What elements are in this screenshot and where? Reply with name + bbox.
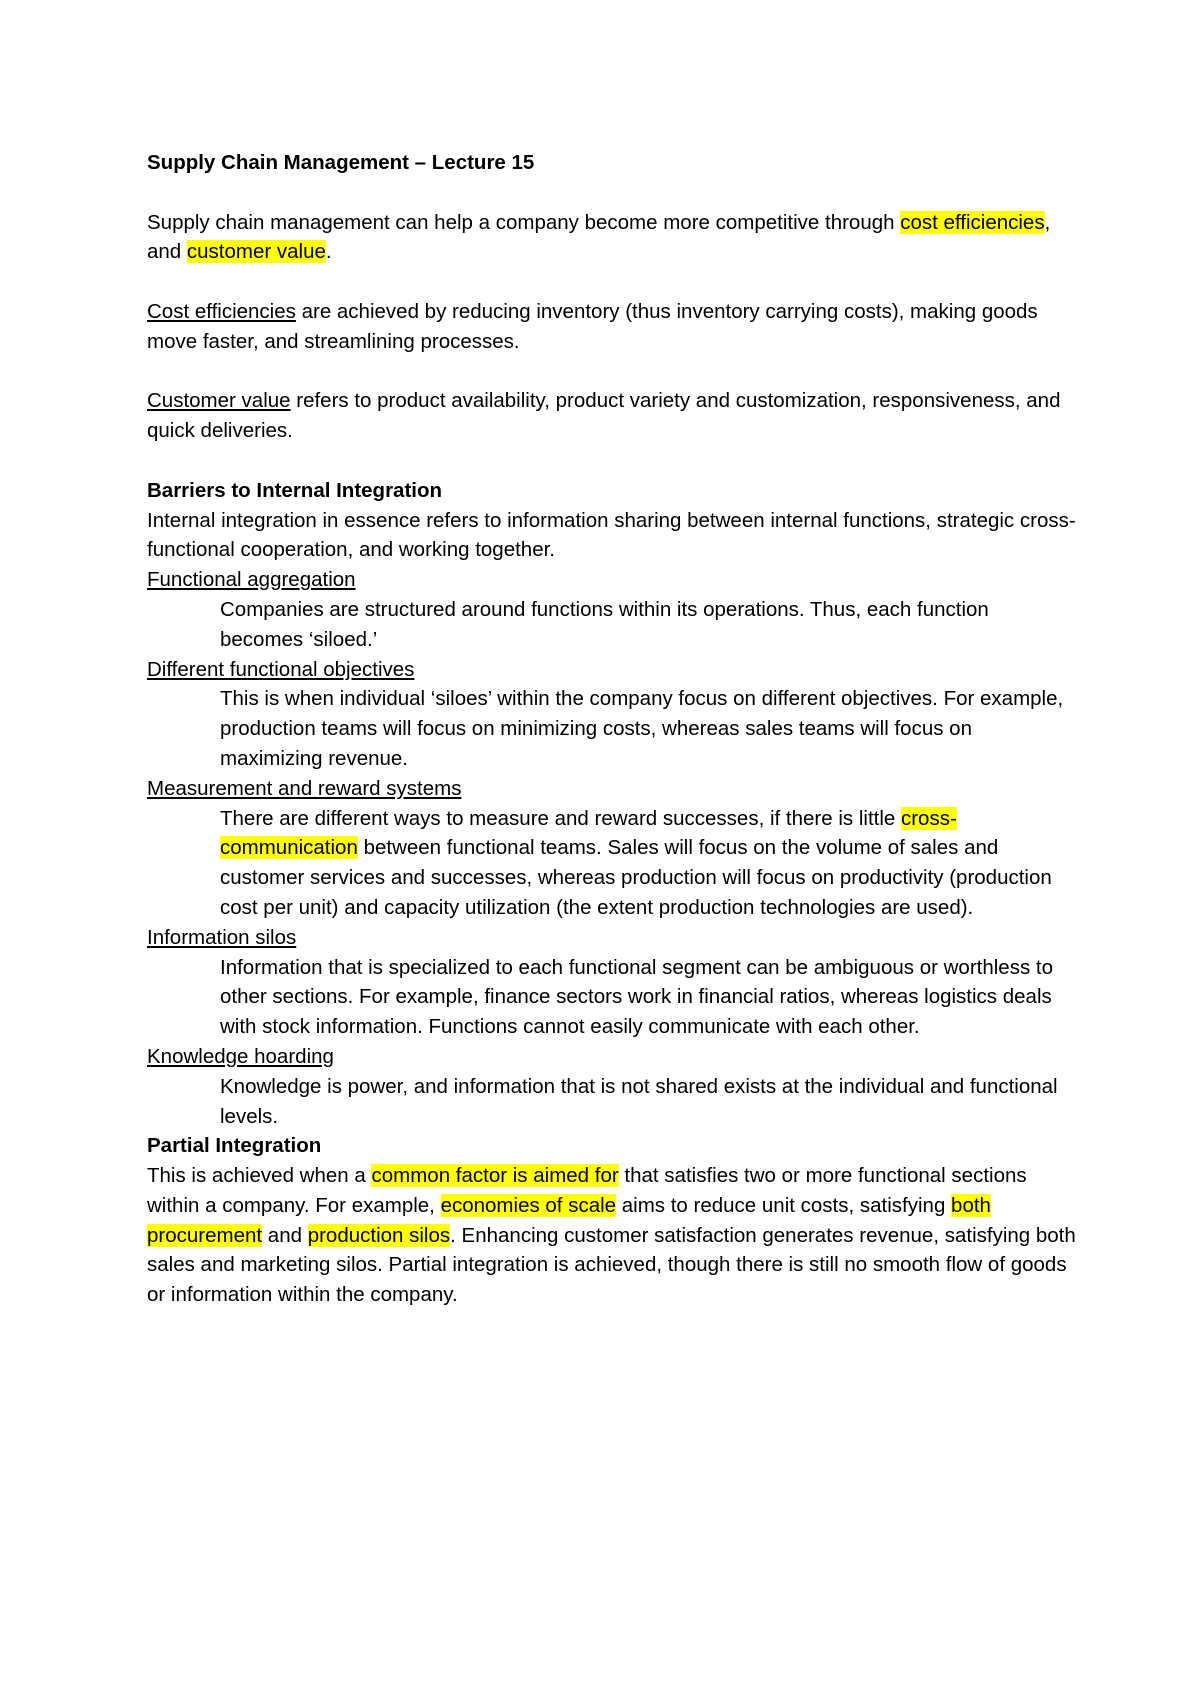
measurement-heading: Measurement and reward systems (147, 776, 462, 800)
different-objectives-section (147, 655, 1077, 774)
functional-aggregation-heading: Functional aggregation (147, 568, 356, 592)
knowledge-hoarding-heading: Knowledge hoarding (147, 1044, 334, 1068)
cost-efficiencies-term: Cost efficiencies (147, 299, 296, 323)
highlight-cost-efficiencies: cost efficiencies (900, 210, 1045, 234)
partial-integration-text-5: . Enhancing customer satisfaction generates revenue, satisfying both sales and marketing silos. Partial integration is achieved, though there is still no smooth flow of goods or information within the company. (147, 1223, 1076, 1307)
information-silos-heading: Information silos (147, 925, 297, 949)
measurement-text-2: between functional teams. Sales will focus on the volume of sales and customer services and successes, whereas production will focus on productivity (production cost per unit) and capacity utilization (the extent production technologies are used). (220, 836, 1052, 919)
partial-integration-section (147, 1131, 1077, 1310)
different-objectives-heading: Different functional objectives (147, 657, 415, 681)
partial-integration-text-3: aims to reduce unit costs, satisfying (616, 1193, 952, 1217)
cost-efficiencies-paragraph (147, 297, 1077, 357)
intro-text-2: , and (147, 210, 1051, 264)
partial-integration-text-4: and (262, 1223, 308, 1247)
information-silos-text: Information that is specialized to each functional segment can be ambiguous or worthless to other sections. For example, finance sectors work in financial ratios, whereas logistics deals with stock information. Functions cannot easily communicate with each other. (220, 955, 1053, 1039)
measurement-text-1: There are different ways to measure and reward successes, if there is little (220, 806, 901, 830)
information-silos-section (147, 923, 1077, 1042)
partial-integration-text-1: This is achieved when a (147, 1164, 372, 1188)
partial-integration-text (147, 1161, 1077, 1310)
cost-efficiencies-text: are achieved by reducing inventory (thus inventory carrying costs), making goods move faster, and streamlining processes. (147, 299, 1038, 353)
highlight-both-procurement: both procurement (147, 1193, 991, 1247)
customer-value-paragraph (147, 386, 1077, 446)
barriers-text: Internal integration in essence refers to information sharing between internal functions, strategic cross-functional cooperation, and working together. (147, 508, 1076, 562)
measurement-text (147, 804, 1077, 923)
barriers-heading: Barriers to Internal Integration (147, 478, 443, 502)
intro-text-1: Supply chain management can help a company become more competitive through (147, 210, 901, 234)
highlight-production-silos: production silos (307, 1223, 451, 1247)
measurement-section (147, 774, 1077, 923)
functional-aggregation-section (147, 565, 1077, 654)
document-body (147, 148, 1077, 1310)
highlight-cross-communication: cross-communication (220, 806, 957, 860)
customer-value-term: Customer value (147, 389, 291, 413)
highlight-customer-value: customer value (186, 240, 326, 264)
partial-integration-heading: Partial Integration (147, 1134, 322, 1158)
intro-text-3: . (325, 240, 332, 264)
functional-aggregation-text: Companies are structured around functions within its operations. Thus, each function becomes ‘siloed.’ (220, 597, 989, 651)
highlight-common-factor: common factor is aimed for (371, 1164, 619, 1188)
barriers-section (147, 476, 1077, 565)
knowledge-hoarding-text: Knowledge is power, and information that is not shared exists at the individual and functional levels. (220, 1074, 1058, 1128)
partial-integration-text-2: that satisfies two or more functional sections within a company. For example, (147, 1164, 1027, 1217)
intro-paragraph (147, 208, 1077, 268)
highlight-economies-of-scale: economies of scale (440, 1193, 617, 1217)
knowledge-hoarding-section (147, 1042, 1077, 1131)
different-objectives-text: This is when individual ‘siloes’ within the company focus on different objectives. For example, production teams will focus on minimizing costs, whereas sales teams will focus on maximizing revenue. (220, 687, 1064, 770)
document-title: Supply Chain Management – Lecture 15 (147, 151, 535, 174)
customer-value-text: refers to product availability, product variety and customization, responsiveness, and quick deliveries. (147, 389, 1061, 443)
